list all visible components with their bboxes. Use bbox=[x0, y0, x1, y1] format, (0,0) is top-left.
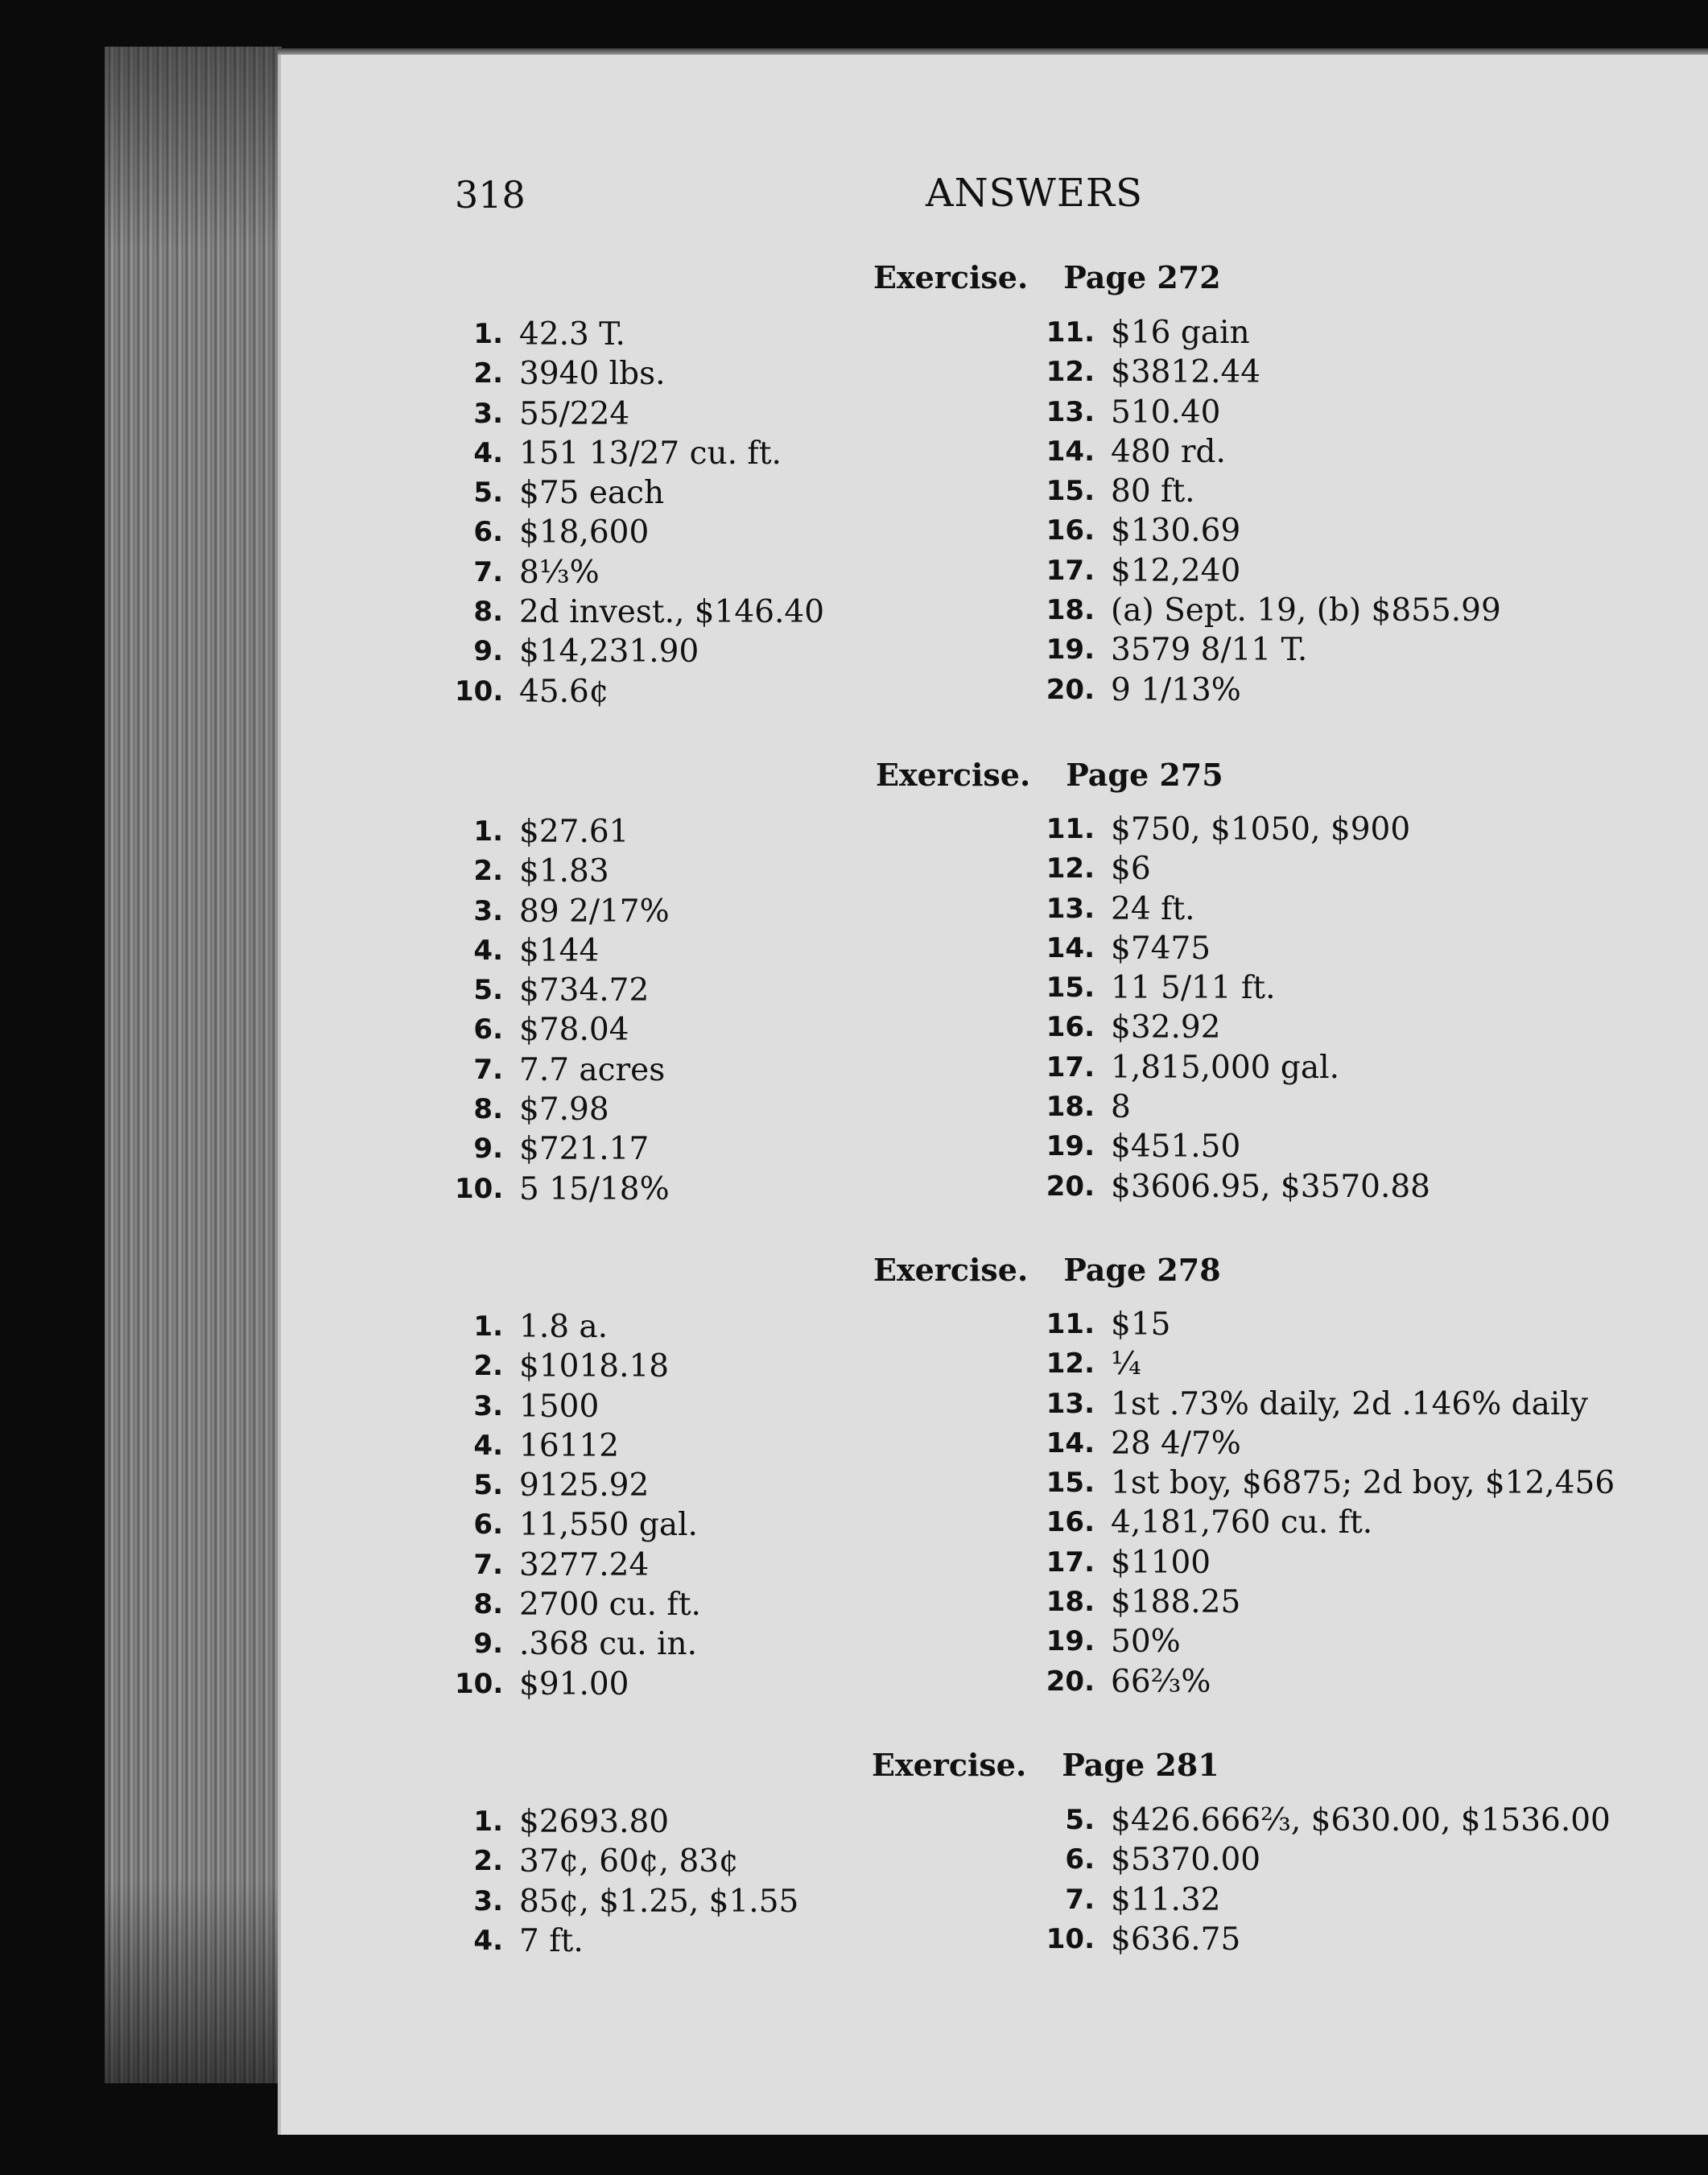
answer-text: $1100 bbox=[1111, 1544, 1211, 1581]
answer-number: 6. bbox=[473, 516, 503, 549]
answer-text: 151 13/27 cu. ft. bbox=[519, 435, 782, 472]
answer-text: $27.61 bbox=[519, 814, 629, 850]
answer-text: $636.75 bbox=[1111, 1921, 1241, 1958]
answer-number: 18. bbox=[1046, 1091, 1095, 1124]
answer-text: $16 gain bbox=[1111, 315, 1250, 351]
answer-text: $721.17 bbox=[519, 1131, 650, 1168]
answer-text: $734.72 bbox=[519, 972, 650, 1009]
answer-text: 3579 8/11 T. bbox=[1111, 632, 1308, 669]
answer-number: 11. bbox=[1046, 813, 1095, 845]
answer-number: 14. bbox=[1046, 1426, 1095, 1459]
answer-text: $7475 bbox=[1111, 930, 1211, 967]
answer-text: 24 ft. bbox=[1111, 890, 1195, 927]
answer-text: 16112 bbox=[519, 1427, 620, 1464]
answer-number: 13. bbox=[1046, 1387, 1095, 1420]
answer-number: 12. bbox=[1046, 356, 1095, 389]
answer-number: 20. bbox=[1046, 1170, 1095, 1203]
answer-number: 6. bbox=[1065, 1843, 1095, 1876]
answer-text: $91.00 bbox=[519, 1665, 629, 1702]
answer-number: 4. bbox=[473, 436, 503, 469]
answer-number: 8. bbox=[473, 1093, 503, 1126]
answer-number: 5. bbox=[473, 477, 503, 510]
exercise-label: Exercise. bbox=[876, 757, 1031, 793]
answer-number: 5. bbox=[1065, 1804, 1095, 1836]
answer-text: 66⅔% bbox=[1111, 1663, 1211, 1700]
answer-number: 18. bbox=[1046, 594, 1095, 627]
answer-text: 55/224 bbox=[519, 395, 630, 432]
answer-text: $1.83 bbox=[519, 853, 609, 890]
answer-number: 19. bbox=[1046, 1130, 1095, 1163]
answer-text: 4,181,760 cu. ft. bbox=[1111, 1504, 1373, 1541]
answer-number: 12. bbox=[1046, 852, 1095, 885]
answer-text: 42.3 T. bbox=[519, 316, 625, 353]
answer-number: 9. bbox=[473, 1133, 503, 1166]
answer-number: 16. bbox=[1046, 514, 1095, 547]
answer-number: 3. bbox=[473, 397, 503, 430]
answer-text: $78.04 bbox=[519, 1012, 629, 1049]
answer-number: 15. bbox=[1046, 972, 1095, 1005]
answer-number: 16. bbox=[1046, 1506, 1095, 1539]
answer-text: $1018.18 bbox=[519, 1348, 670, 1385]
answer-text: $5370.00 bbox=[1111, 1842, 1261, 1879]
answer-text: 1500 bbox=[519, 1388, 600, 1425]
answer-text: 7 ft. bbox=[519, 1922, 584, 1959]
answer-text: 1.8 a. bbox=[519, 1309, 609, 1345]
answer-number: 2. bbox=[473, 1845, 503, 1878]
page-reference: Page 272 bbox=[1063, 259, 1221, 295]
answer-number: 19. bbox=[1046, 1625, 1095, 1658]
section-title bbox=[876, 757, 1223, 793]
answer-number: 4. bbox=[473, 934, 503, 967]
answer-text: 2d invest., $146.40 bbox=[519, 594, 825, 631]
answer-number: 20. bbox=[1046, 673, 1095, 706]
answer-text: 7.7 acres bbox=[519, 1051, 666, 1088]
answer-text: .368 cu. in. bbox=[519, 1626, 697, 1663]
answer-text: $188.25 bbox=[1111, 1584, 1241, 1621]
answer-text: 1st boy, $6875; 2d boy, $12,456 bbox=[1111, 1465, 1615, 1502]
answer-number: 8. bbox=[473, 596, 503, 629]
answer-text: $750, $1050, $900 bbox=[1111, 811, 1411, 848]
answer-text: $18,600 bbox=[519, 514, 650, 551]
answer-number: 2. bbox=[473, 855, 503, 888]
answer-text: 3940 lbs. bbox=[519, 356, 666, 393]
exercise-label: Exercise. bbox=[872, 1747, 1027, 1783]
section-title bbox=[873, 1252, 1221, 1288]
answer-text: $2693.80 bbox=[519, 1804, 670, 1840]
page-edges bbox=[105, 47, 282, 2083]
answer-number: 17. bbox=[1046, 1546, 1095, 1579]
answer-text: $144 bbox=[519, 932, 600, 969]
answer-text: 510.40 bbox=[1111, 394, 1221, 431]
answer-number: 5. bbox=[473, 974, 503, 1007]
answer-number: 7. bbox=[473, 555, 503, 588]
answer-number: 17. bbox=[1046, 554, 1095, 587]
answer-text: 9125.92 bbox=[519, 1467, 650, 1504]
answer-number: 1. bbox=[473, 318, 503, 350]
answer-number: 2. bbox=[473, 1350, 503, 1383]
page-reference: Page 278 bbox=[1063, 1252, 1221, 1288]
answer-text: $75 each bbox=[519, 475, 665, 512]
answer-text: 50% bbox=[1111, 1624, 1181, 1661]
answer-number: 14. bbox=[1046, 931, 1095, 964]
answer-number: 7. bbox=[473, 1548, 503, 1581]
answer-number: 18. bbox=[1046, 1586, 1095, 1619]
answer-text: $14,231.90 bbox=[519, 634, 699, 671]
answer-text: 3277.24 bbox=[519, 1546, 650, 1583]
answer-text: $451.50 bbox=[1111, 1129, 1241, 1166]
answer-text: 2700 cu. ft. bbox=[519, 1587, 701, 1624]
answer-number: 3. bbox=[473, 1389, 503, 1422]
answer-text: 89 2/17% bbox=[519, 893, 670, 930]
page-title: ANSWERS bbox=[926, 171, 1143, 216]
answer-number: 10. bbox=[1046, 1922, 1095, 1955]
exercise-label: Exercise. bbox=[873, 1252, 1029, 1288]
answer-text: $3812.44 bbox=[1111, 354, 1261, 391]
answer-number: 11. bbox=[1046, 316, 1095, 349]
answer-text: $32.92 bbox=[1111, 1009, 1221, 1046]
answer-text: $426.666⅔, $630.00, $1536.00 bbox=[1111, 1802, 1611, 1839]
page-reference: Page 275 bbox=[1066, 757, 1223, 793]
answer-text: 1st .73% daily, 2d .146% daily bbox=[1111, 1385, 1588, 1422]
answer-text: 11,550 gal. bbox=[519, 1507, 698, 1544]
answer-number: 7. bbox=[473, 1053, 503, 1086]
answer-number: 2. bbox=[473, 357, 503, 390]
answer-number: 3. bbox=[473, 1884, 503, 1917]
answer-number: 9. bbox=[473, 635, 503, 668]
answer-number: 1. bbox=[473, 1806, 503, 1838]
answer-number: 11. bbox=[1046, 1308, 1095, 1340]
answer-number: 16. bbox=[1046, 1011, 1095, 1044]
answer-number: 17. bbox=[1046, 1050, 1095, 1083]
answer-text: $7.98 bbox=[519, 1092, 609, 1129]
answer-text: $130.69 bbox=[1111, 513, 1241, 550]
answer-number: 7. bbox=[1065, 1883, 1095, 1916]
answer-number: 15. bbox=[1046, 1467, 1095, 1500]
answer-text: 8⅓% bbox=[519, 554, 600, 591]
answer-text: 85¢, $1.25, $1.55 bbox=[519, 1883, 799, 1920]
section-title bbox=[872, 1747, 1219, 1783]
answer-text: 80 ft. bbox=[1111, 473, 1195, 510]
answer-number: 10. bbox=[455, 675, 504, 708]
answer-number: 13. bbox=[1046, 395, 1095, 428]
answer-text: 1,815,000 gal. bbox=[1111, 1049, 1339, 1086]
answer-number: 13. bbox=[1046, 892, 1095, 925]
answer-text: $15 bbox=[1111, 1306, 1171, 1343]
section-title bbox=[873, 259, 1221, 295]
answer-text: $6 bbox=[1111, 851, 1151, 888]
answer-number: 14. bbox=[1046, 435, 1095, 468]
answer-number: 4. bbox=[473, 1429, 503, 1462]
answer-number: 6. bbox=[473, 1013, 503, 1046]
answer-text: 9 1/13% bbox=[1111, 671, 1241, 708]
answer-number: 10. bbox=[455, 1667, 504, 1700]
answer-number: 15. bbox=[1046, 475, 1095, 508]
answer-number: 9. bbox=[473, 1628, 503, 1661]
answer-number: 1. bbox=[473, 1310, 503, 1343]
answer-number: 19. bbox=[1046, 634, 1095, 667]
answer-text: 11 5/11 ft. bbox=[1111, 970, 1276, 1007]
answer-number: 6. bbox=[473, 1508, 503, 1541]
answer-number: 8. bbox=[473, 1588, 503, 1621]
answer-text: ¼ bbox=[1111, 1346, 1141, 1383]
top-rule bbox=[278, 48, 1708, 55]
exercise-label: Exercise. bbox=[873, 259, 1029, 295]
page-reference: Page 281 bbox=[1062, 1747, 1219, 1783]
answer-text: $3606.95, $3570.88 bbox=[1111, 1168, 1430, 1205]
answer-text: 45.6¢ bbox=[519, 673, 609, 710]
answer-text: 37¢, 60¢, 83¢ bbox=[519, 1843, 739, 1880]
answer-text: 28 4/7% bbox=[1111, 1425, 1241, 1462]
answer-text: 5 15/18% bbox=[519, 1170, 670, 1207]
answer-number: 3. bbox=[473, 894, 503, 927]
answer-text: $11.32 bbox=[1111, 1881, 1221, 1918]
answer-number: 5. bbox=[473, 1469, 503, 1502]
answer-number: 12. bbox=[1046, 1348, 1095, 1381]
answer-text: $12,240 bbox=[1111, 552, 1241, 589]
answer-number: 10. bbox=[455, 1172, 504, 1205]
answer-number: 4. bbox=[473, 1924, 503, 1957]
answer-number: 1. bbox=[473, 815, 503, 848]
page-number: 318 bbox=[455, 173, 526, 217]
answer-text: 8 bbox=[1111, 1089, 1131, 1126]
answer-text: 480 rd. bbox=[1111, 433, 1226, 470]
answer-number: 20. bbox=[1046, 1665, 1095, 1698]
answer-text: (a) Sept. 19, (b) $855.99 bbox=[1111, 592, 1501, 629]
